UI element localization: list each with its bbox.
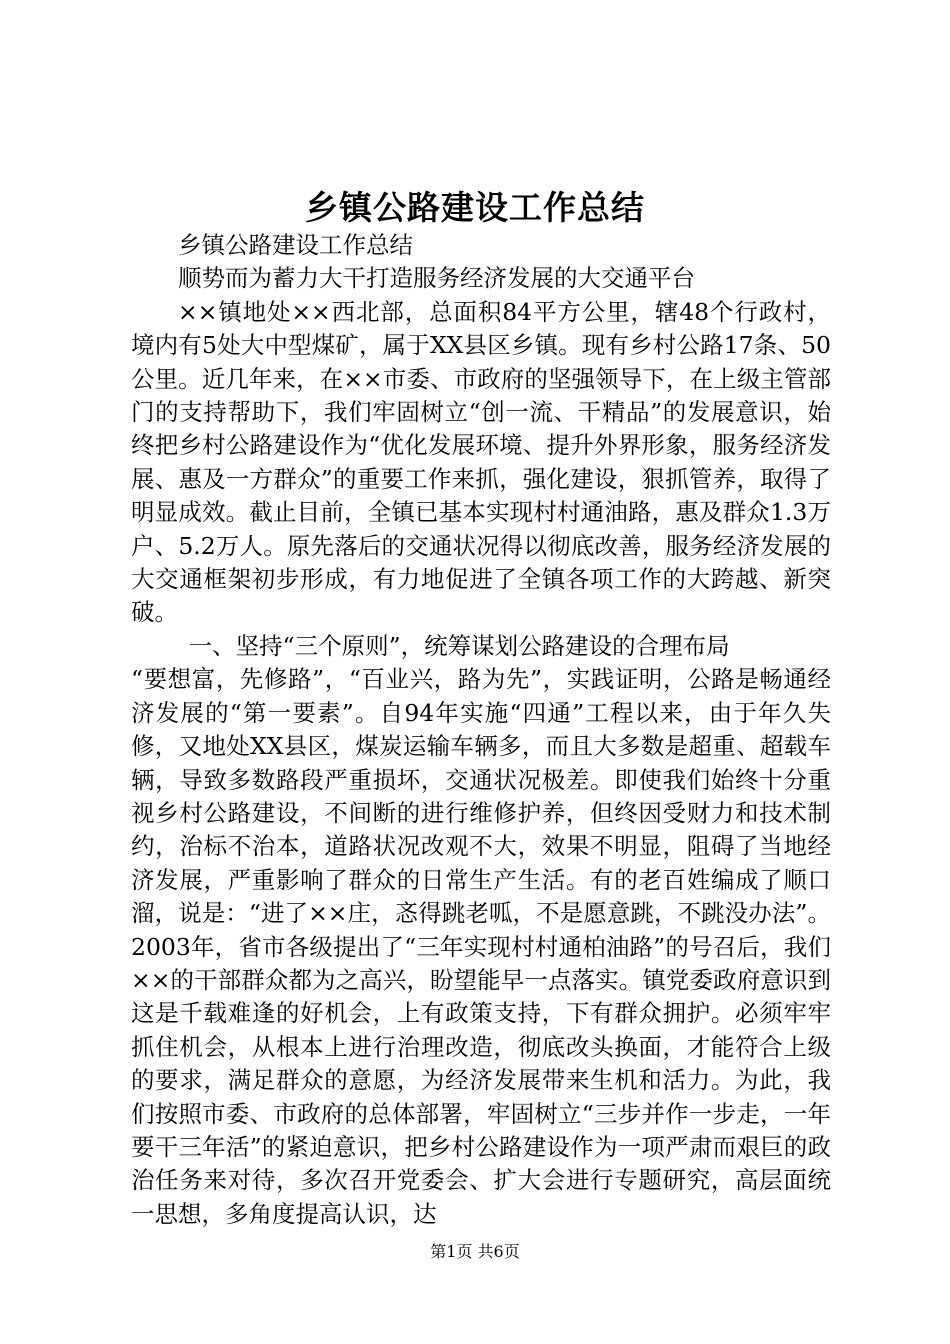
section-heading: 一、坚持“三个原则”，统筹谋划公路建设的合理布局	[188, 631, 730, 660]
page-number-footer: 第1页 共6页	[430, 1242, 520, 1261]
subtitle-paragraph: 乡镇公路建设工作总结	[178, 231, 413, 259]
headline-paragraph: 顺势而为蓄力大干打造服务经济发展的大交通平台	[178, 264, 695, 293]
section-body-paragraph: “要想富，先修路”，“百业兴，路为先”，实践证明，公路是畅通经济发展的“第一要素”。自94年实施“四通”工程以来，由于年久失修，又地处XX县区，煤炭运输车辆多，而且大多数是超重、超载车辆，导致多数路段严重损坏，交通状况极差。即使我们始终十分重视乡村公路建设，不间断的进行维修护养，但终因受财力和技术制约，治标不治本，道路状况改观不大，效果不明显，阻碍了当地经济发展，严重影响了群众的日常生产生活。有的老百姓编成了顺口溜，说是：“进了××庄，忞得跳老呱，不是愿意跳，不跳没办法”。2003年，省市各级提出了“三年实现村村通柏油路”的号召后，我们××的干部群众都为之高兴，盼望能早一点落实。镇党委政府意识到这是千载难逢的好机会，上有政策支持，下有群众拥护。必须牢牢抓住机会，从根本上进行治理改造，彻底改头换面，才能符合上级的要求，满足群众的意愿，为经济发展带来生机和活力。为此，我们按照市委、市政府的总体部署，牢固树立“三步并作一步走，一年要干三年活”的紧迫意识，把乡村公路建设作为一项严肃而艰巨的政治任务来对待，多次召开党委会、扩大会进行专题研究，高层面统一思想，多角度提高认识，达	[131, 665, 831, 1228]
document-body	[131, 229, 831, 1231]
document-title: 乡镇公路建设工作总结	[305, 188, 645, 227]
intro-paragraph: ××镇地处××西北部，总面积84平方公里，辖48个行政村，境内有5处大中型煤矿，属于XX县区乡镇。现有乡村公路17条、50公里。近几年来，在××市委、市政府的坚强领导下，在上级主管部门的支持帮助下，我们牢固树立“创一流、干精品”的发展意识，始终把乡村公路建设作为“优化发展环境、提升外界形象，服务经济发展、惠及一方群众”的重要工作来抓，强化建设，狠抓管养，取得了明显成效。截止目前，全镇已基本实现村村通油路，惠及群众1.3万户、5.2万人。原先落后的交通状况得以彻底改善，服务经济发展的大交通框架初步形成，有力地促进了全镇各项工作的大跨越、新突破。	[131, 297, 831, 627]
